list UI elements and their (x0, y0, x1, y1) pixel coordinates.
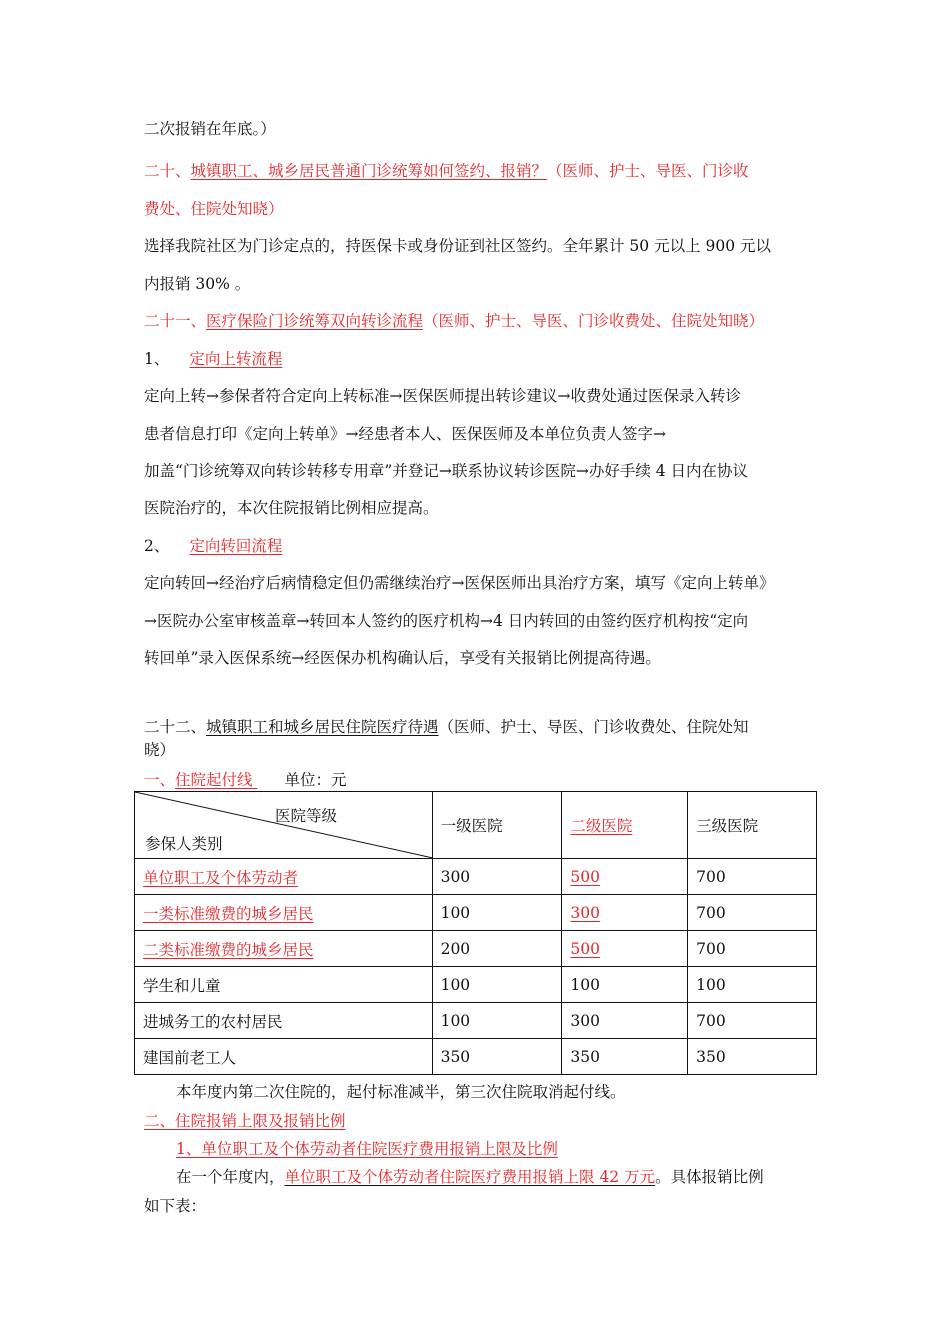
table-cell: 100 (562, 967, 688, 1003)
paragraph-line: 内报销 30% 。 (144, 275, 251, 293)
table-row (135, 895, 817, 931)
table-row (135, 1039, 817, 1075)
column-header: 三级医院 (688, 792, 817, 859)
paragraph-line: 如下表： (144, 1197, 207, 1215)
table-row (135, 1003, 817, 1039)
section-title: 城镇职工和城乡居民住院医疗待遇 (206, 718, 439, 736)
table-cell: 300 (432, 859, 562, 895)
table-cell: 700 (688, 859, 817, 895)
section-20-heading (144, 161, 810, 181)
section-22-heading (144, 717, 810, 737)
paragraph-line (176, 1167, 842, 1187)
paragraph-line: 本年度内第二次住院的，起付标准减半，第三次住院取消起付线。 (176, 1083, 626, 1101)
diagonal-header-cell (135, 792, 433, 859)
subsection-number: 2、 (144, 537, 170, 555)
header-hospital-level: 医院等级 (275, 807, 338, 825)
subsection-title: 定向上转流程 (189, 350, 283, 368)
table-cell: 350 (432, 1039, 562, 1075)
paragraph-line: 转回单”录入医保系统→经医保办机构确认后，享受有关报销比例提高待遇。 (144, 649, 661, 667)
row-label: 单位职工及个体劳动者 (135, 859, 433, 895)
paragraph-line: 医院治疗的，本次住院报销比例相应提高。 (144, 499, 439, 517)
subsection-title: 定向转回流程 (189, 537, 283, 555)
paragraph-line: 加盖“门诊统筹双向转诊转移专用章”并登记→联系协议转诊医院→办好手续 4 日内在协议 (144, 462, 749, 480)
table-cell: 350 (688, 1039, 817, 1075)
row-label: 建国前老工人 (135, 1039, 433, 1075)
table-cell: 100 (432, 895, 562, 931)
section-note: （医师、护士、导医、门诊收费处、住院处知 (438, 718, 749, 736)
section-21-heading (144, 311, 810, 331)
paragraph-line: 定向上转→参保者符合定向上转标准→医保医师提出转诊建议→收费处通过医保录入转诊 (144, 387, 741, 405)
paragraph-line: 患者信息打印《定向上转单》→经患者本人、医保医师及本单位负责人签字→ (144, 425, 666, 443)
table-row (135, 859, 817, 895)
table-cell: 700 (688, 931, 817, 967)
table-row (135, 931, 817, 967)
section-note: （医师、护士、导医、门诊收费处、住院处知晓） (423, 312, 765, 330)
row-label: 一类标准缴费的城乡居民 (135, 895, 433, 931)
row-label: 进城务工的农村居民 (135, 1003, 433, 1039)
section-number: 二十、 (144, 162, 191, 180)
table-cell: 100 (432, 967, 562, 1003)
table-cell: 300 (562, 895, 688, 931)
subsection-heading: 1、单位职工及个体劳动者住院医疗费用报销上限及比例 (176, 1140, 558, 1158)
column-header: 二级医院 (562, 792, 688, 859)
subsection-title: 住院起付线 (175, 771, 253, 789)
table-cell: 500 (562, 931, 688, 967)
row-label: 学生和儿童 (135, 967, 433, 1003)
paragraph-line: →医院办公室审核盖章→转回本人签约的医疗机构→4 日内转回的由签约医疗机构按“定向 (144, 612, 749, 630)
column-header: 一级医院 (432, 792, 562, 859)
text-run: 。具体报销比例 (655, 1168, 764, 1186)
section-note-cont: 晓） (144, 741, 176, 759)
subsection-heading (144, 536, 810, 556)
section-number: 二十一、 (144, 312, 207, 330)
paragraph-line: 定向转回→经治疗后病情稳定但仍需继续治疗→医保医师出具治疗方案，填写《定向上转单》 (144, 574, 775, 592)
section-number: 二十二、 (144, 718, 207, 736)
subsection-number: 1、 (144, 350, 170, 368)
table-cell: 300 (562, 1003, 688, 1039)
table-cell: 700 (688, 895, 817, 931)
section-title: 城镇职工、城乡居民普通门诊统筹如何签约、报销？ (190, 162, 548, 180)
table-cell: 100 (432, 1003, 562, 1039)
subsection-heading: 二、住院报销上限及报销比例 (144, 1112, 346, 1130)
paragraph-line: 二次报销在年底。） (144, 120, 276, 138)
table-cell: 500 (562, 859, 688, 895)
table-cell: 200 (432, 931, 562, 967)
paragraph-line: 选择我院社区为门诊定点的，持医保卡或身份证到社区签约。全年累计 50 元以上 900 元以 (144, 237, 772, 255)
unit-label: 单位：元 (284, 771, 347, 789)
header-insured-category: 参保人类别 (145, 835, 223, 853)
deductible-table (134, 791, 817, 1075)
section-note: （医师、护士、导医、门诊收 (547, 162, 749, 180)
table-cell: 350 (562, 1039, 688, 1075)
row-label: 二类标准缴费的城乡居民 (135, 931, 433, 967)
table-row (135, 967, 817, 1003)
text-run: 在一个年度内， (176, 1168, 285, 1186)
subsection-heading (144, 349, 810, 369)
section-note-cont: 费处、住院处知晓） (144, 200, 284, 218)
table-cell: 700 (688, 1003, 817, 1039)
highlighted-text: 单位职工及个体劳动者住院医疗费用报销上限 42 万元 (284, 1168, 656, 1186)
subsection-number: 一、 (144, 771, 176, 789)
section-title: 医疗保险门诊统筹双向转诊流程 (206, 312, 424, 330)
table-header-row (135, 792, 817, 859)
subsection-heading (144, 770, 810, 790)
table-cell: 100 (688, 967, 817, 1003)
